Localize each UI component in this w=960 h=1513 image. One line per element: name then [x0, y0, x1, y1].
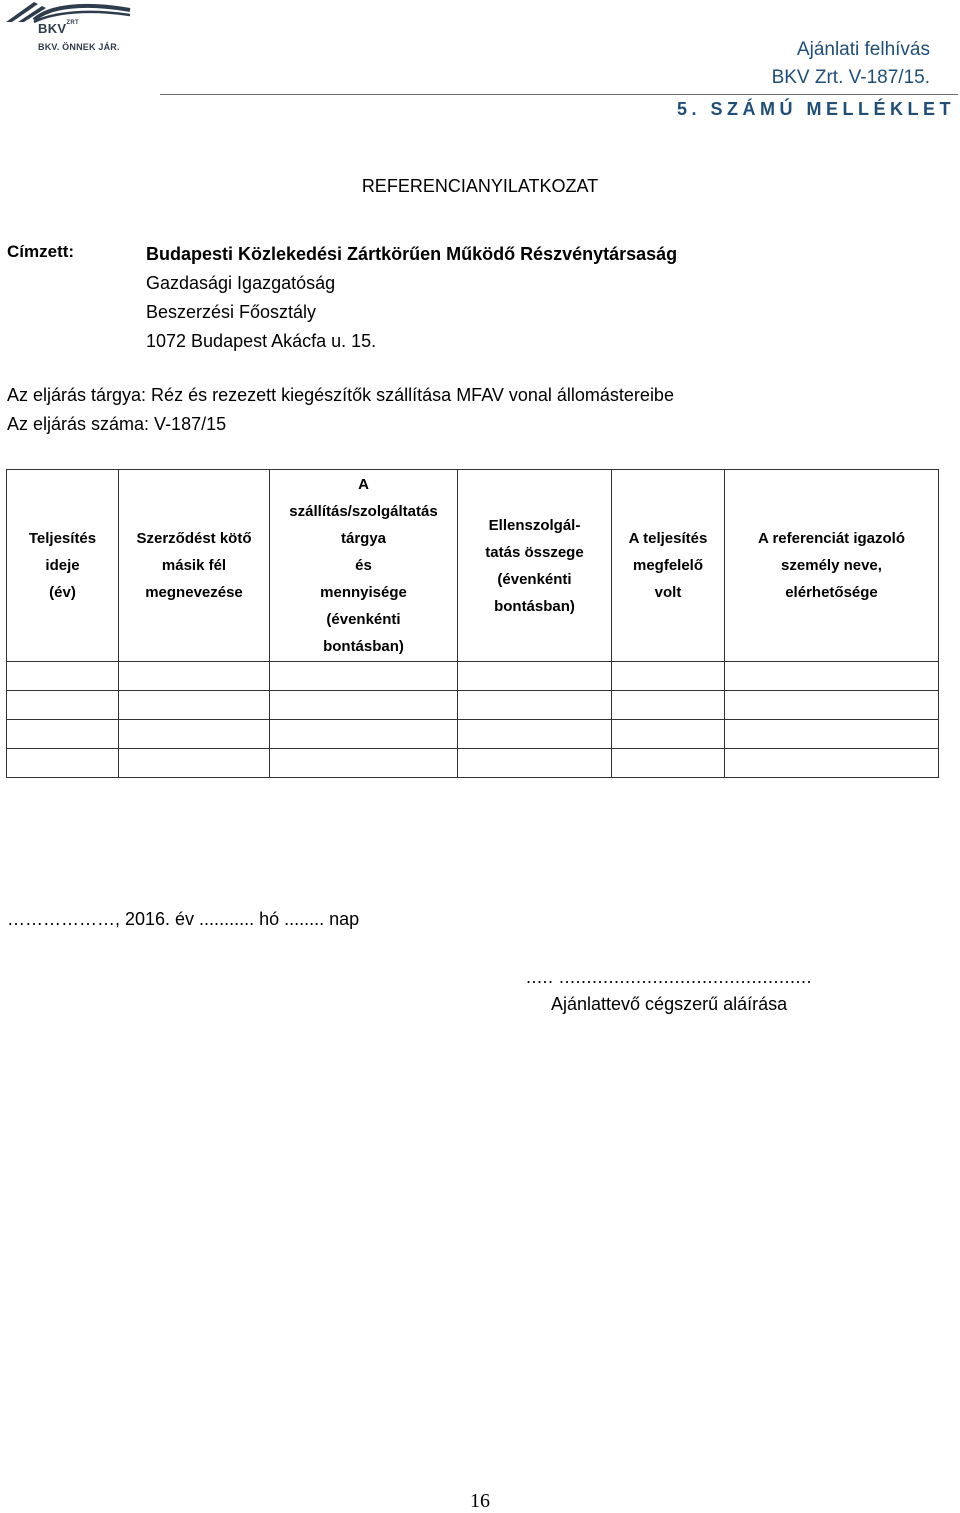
table-cell [725, 749, 939, 778]
column-header-5 [612, 470, 725, 662]
table-row [7, 691, 939, 720]
table-cell [119, 691, 270, 720]
recipient-dept1: Gazdasági Igazgatóság [146, 273, 336, 293]
table-row [7, 720, 939, 749]
column-header-4 [458, 470, 612, 662]
logo-brand: $BKV^{ZRT}$ [38, 20, 79, 36]
column-header-line: másik fél [161, 557, 227, 574]
table-cell [458, 662, 612, 691]
page-number: 16 [470, 1490, 490, 1512]
table-cell [119, 749, 270, 778]
table-cell [612, 662, 725, 691]
column-header-line: mennyisége [320, 584, 407, 601]
column-header-line: bontásban) [494, 597, 575, 615]
table-cell [7, 662, 119, 691]
table-header-row [7, 470, 939, 662]
column-header-line: A referenciát igazoló [758, 530, 905, 547]
bkv-logo [4, 0, 134, 60]
table-cell [725, 662, 939, 691]
signature-label: Ajánlattevő cégszerű aláírása [551, 994, 788, 1014]
column-header-line: (év) [49, 584, 76, 601]
table-cell [725, 691, 939, 720]
column-header-line: bontásban) [323, 638, 404, 655]
table-cell [612, 720, 725, 749]
column-header-line: elérhetősége [785, 584, 878, 601]
column-header-line: volt [654, 584, 682, 601]
column-header-line: megfelelő [632, 557, 704, 574]
column-header-line: tárgya [340, 530, 387, 547]
table-cell [270, 662, 458, 691]
column-header-2 [119, 470, 270, 662]
logo-slogan: BKV. ÖNNEK JÁR. [38, 42, 120, 52]
table-cell [270, 691, 458, 720]
column-header-line: megnevezése [145, 584, 243, 601]
reference-table [6, 469, 939, 778]
table-cell [612, 691, 725, 720]
column-header-line: Ellenszolgál- [488, 516, 581, 534]
date-line: ………………, 2016. év ........... hó ........ nap [7, 909, 360, 929]
table-row [7, 662, 939, 691]
column-header-line: tatás összege [485, 543, 584, 561]
column-header-line: személy neve, [781, 557, 882, 574]
column-header-6 [725, 470, 939, 662]
column-header-line: A [358, 476, 369, 493]
column-header-line: A teljesítés [628, 530, 708, 547]
table-cell [270, 720, 458, 749]
table-cell [270, 749, 458, 778]
column-header-line: Szerződést kötő [136, 530, 252, 547]
column-header-3 [270, 470, 458, 662]
procedure-number: Az eljárás száma: V-187/15 [7, 414, 227, 434]
document-title: REFERENCIANYILATKOZAT [361, 176, 599, 196]
column-header-line: Teljesítés [28, 530, 97, 547]
header-doc-ref: BKV Zrt. V-187/15. [771, 67, 930, 88]
recipient-label: Címzett: [7, 242, 75, 261]
column-header-line: szállítás/szolgáltatás [289, 503, 438, 520]
table-cell [458, 749, 612, 778]
column-header-line: (évenkénti [326, 611, 401, 628]
column-header-line: ideje [45, 557, 80, 574]
header-doc-type: Ajánlati felhívás [796, 39, 930, 60]
table-cell [458, 691, 612, 720]
header-rule [160, 94, 958, 95]
table-cell [612, 749, 725, 778]
recipient-address [146, 240, 677, 356]
procedure-info [7, 381, 674, 439]
table-cell [7, 720, 119, 749]
table-cell [725, 720, 939, 749]
recipient-dept2: Beszerzési Főosztály [146, 302, 317, 322]
table-cell [119, 720, 270, 749]
procedure-subject: Az eljárás tárgya: Réz és rezezett kiegészítők szállítása MFAV vonal állomástereibe [7, 385, 674, 405]
recipient-company: Budapesti Közlekedési Zártkörűen Működő Részvénytársaság [146, 244, 678, 264]
column-header-1 [7, 470, 119, 662]
table-cell [7, 749, 119, 778]
recipient-street: 1072 Budapest Akácfa u. 15. [146, 331, 377, 351]
column-header-line: és [355, 557, 372, 574]
table-cell [119, 662, 270, 691]
annex-number: 5. SZÁMÚ MELLÉKLET [677, 99, 955, 119]
signature-line: ..... .............................................. [526, 967, 813, 987]
table-row [7, 749, 939, 778]
table-cell [7, 691, 119, 720]
table-cell [458, 720, 612, 749]
column-header-line: (évenkénti [497, 570, 572, 588]
